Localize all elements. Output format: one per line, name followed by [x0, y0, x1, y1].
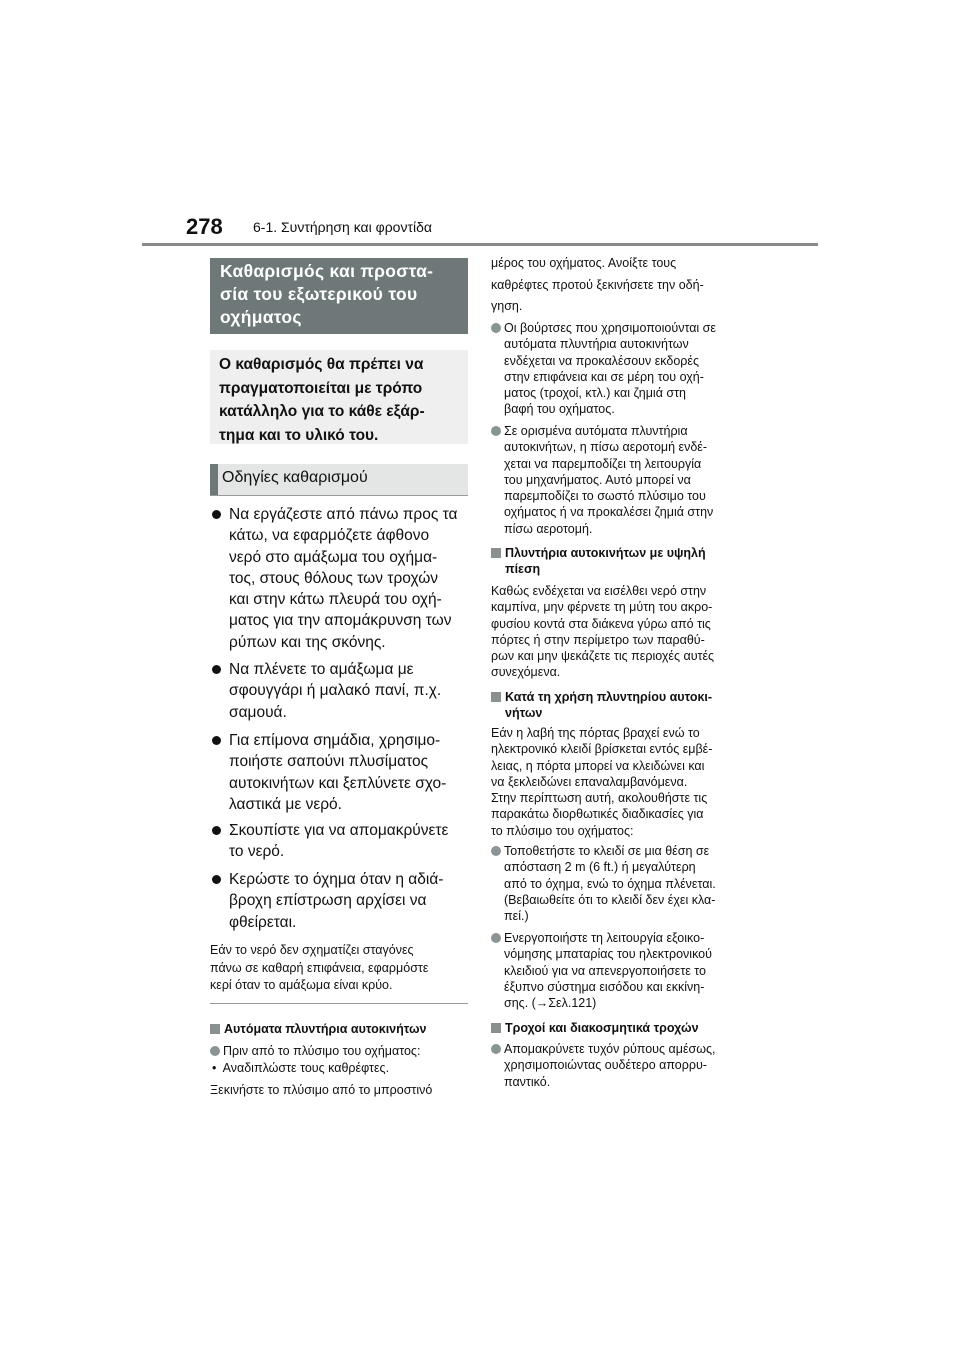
- car-wash-heading: [210, 1021, 427, 1037]
- note-text: Πριν από το πλύσιμο του οχήματος:: [223, 1044, 421, 1058]
- note-text: Απομακρύνετε τυχόν ρύπους αμέσως, χρησιμοποιώντας ουδέτερο απορρυ- παντικό.: [504, 1042, 716, 1089]
- using-wash-heading: [491, 689, 712, 721]
- circle-bullet-icon: [491, 323, 501, 333]
- bullet-item: [210, 820, 448, 863]
- bullet-text: Κερώστε το όχημα όταν η αδιά- βροχη επίστρωση αρχίσει να φθείρεται.: [229, 871, 444, 931]
- bullet-text: Για επίμονα σημάδια, χρησιμο- ποιήστε σαπούνι πλυσίματος αυτοκινήτων και ξεπλύνετε σχο- λαστικά με νερό.: [229, 732, 447, 813]
- circle-bullet-icon: [491, 846, 501, 856]
- high-pressure-text: Καθώς ενδέχεται να εισέλθει νερό στην καμπίνα, μην φέρνετε τη μύτη του ακρο- φυσίου κοντά στα διάκενα γύρω από τις πόρτες ή στην περίμετρο των παραθύ- ρων και μην ψεκάζετε τις περιοχές αυτές συνεχόμενα.: [491, 584, 715, 680]
- wax-note: Εάν το νερό δεν σχηματίζει σταγόνες πάνω σε καθαρή επιφάνεια, εφαρμόστε κερί όταν το αμάξωμα είναι κρύο.: [210, 943, 429, 992]
- note-text: Σε ορισμένα αυτόματα πλυντήρια αυτοκινήτων, η πίσω αεροτομή ενδέ- χεται να παρεμποδίζει τη λειτουργία του μηχανήματος. Αυτό μπορεί να παρεμποδίζει το σωστό πλύσιμο του οχήματος ή να προκαλέσει ζημιά στην πίσω αεροτομή.: [504, 424, 714, 536]
- circle-bullet-icon: [491, 1044, 501, 1054]
- using-wash-note: [491, 930, 712, 1011]
- bullet-icon: [212, 736, 221, 745]
- bullet-text: Να πλένετε το αμάξωμα με σφουγγάρι ή μαλακό πανί, π.χ. σαμουά.: [229, 661, 442, 721]
- square-bullet-icon: [491, 548, 501, 558]
- bullet-icon: [212, 510, 221, 519]
- car-wash-note: [491, 320, 716, 418]
- note-text: Τοποθετήστε το κλειδί σε μια θέση σε απόσταση 2 m (6 ft.) ή μεγαλύτερη από το όχημα, ενώ το όχημα πλένεται. (Βεβαιωθείτε ότι το κλειδί δεν έχει κλα- πεί.): [504, 844, 716, 924]
- bullet-item: [210, 730, 446, 815]
- start-text-part1: [210, 1082, 432, 1098]
- start-first-line: Ξεκινήστε το πλύσιμο από το μπροστινό: [210, 1083, 433, 1097]
- intro-box: Ο καθαρισμός θα πρέπει να πραγματοποιείται με τρόπο κατάλληλο για το κάθε εξάρ- τημα και το υλικό του.: [210, 350, 468, 444]
- square-bullet-icon: [210, 1024, 220, 1034]
- car-wash-note: [491, 423, 713, 537]
- bullet-text: Σκουπίστε για να απομακρύνετε το νερό.: [229, 822, 449, 861]
- heading-text: Τροχοί και διακοσμητικά τροχών: [505, 1021, 699, 1035]
- page-title: Καθαρισμός και προστα- σία του εξωτερικού του οχήματος: [210, 258, 468, 334]
- heading-text: Αυτόματα πλυντήρια αυτοκινήτων: [224, 1022, 427, 1036]
- wheels-heading: [491, 1020, 699, 1036]
- car-wash-before: [210, 1043, 420, 1059]
- heading-text: Πλυντήρια αυτοκινήτων με υψηλή πίεση: [505, 546, 706, 576]
- wheels-note: [491, 1041, 716, 1090]
- square-bullet-icon: [491, 1023, 501, 1033]
- circle-bullet-icon: [210, 1046, 220, 1056]
- bullet-item: [210, 869, 443, 933]
- circle-bullet-icon: [491, 426, 501, 436]
- bullet-text: Να εργάζεστε από πάνω προς τα κάτω, να εφαρμόζετε άφθονο νερό στο αμάξωμα του οχήμα- τος, στους θόλους των τροχών και στην κάτω πλευρά του οχή- ματος για την απομάκρυνση των ρύπων και της σκόνης.: [229, 506, 458, 651]
- subheading: Οδηγίες καθαρισμού: [210, 464, 468, 496]
- high-pressure-heading: [491, 545, 706, 577]
- using-wash-note: [491, 843, 716, 924]
- bullet-item: [210, 504, 458, 653]
- circle-bullet-icon: [491, 933, 501, 943]
- fold-mirrors: • Αναδιπλώστε τους καθρέφτες.: [212, 1061, 390, 1075]
- bullet-item: [210, 659, 441, 723]
- note-text: Ενεργοποιήστε τη λειτουργία εξοικο- νόμησης μπαταρίας του ηλεκτρονικού κλειδιού για να απενεργοποιήσετε το έξυπνο σύστημα εισόδου και εκκίνη- σης. (→Σελ.121): [504, 931, 712, 1011]
- header-divider: [142, 243, 818, 246]
- bullet-icon: [212, 875, 221, 884]
- bullet-icon: [212, 665, 221, 674]
- section-divider: [210, 1003, 468, 1004]
- note-text: Οι βούρτσες που χρησιμοποιούνται σε αυτόματα πλυντήρια αυτοκινήτων ενδέχεται να προκαλέσουν εκδορές στην επιφάνεια και σε μέρη του οχή- ματος (τροχοί, κτλ.) και ζημιά στη βαφή του οχήματος.: [504, 321, 716, 417]
- bullet-icon: [212, 826, 221, 835]
- heading-text: Κατά τη χρήση πλυντηρίου αυτοκι- νήτων: [505, 690, 713, 720]
- subheading-underline: [210, 495, 468, 496]
- section-title: 6-1. Συντήρηση και φροντίδα: [253, 219, 432, 235]
- start-continued-text: μέρος του οχήματος. Ανοίξτε τους καθρέφτες προτού ξεκινήσετε την οδή- γηση.: [491, 256, 704, 313]
- start-text-continued: [491, 253, 704, 318]
- page-number: 278: [186, 214, 223, 239]
- using-wash-text: Εάν η λαβή της πόρτας βραχεί ενώ το ηλεκτρονικό κλειδί βρίσκεται εντός εμβέ- λειας, η πόρτα μπορεί να κλειδώνει και να ξεκλειδώνει επαναλαμβανόμενα. Στην περίπτωση αυτή, ακολουθήστε τις παρακάτω διορθωτικές διαδικασίες για το πλύσιμο του οχήματος:: [491, 726, 713, 838]
- square-bullet-icon: [491, 692, 501, 702]
